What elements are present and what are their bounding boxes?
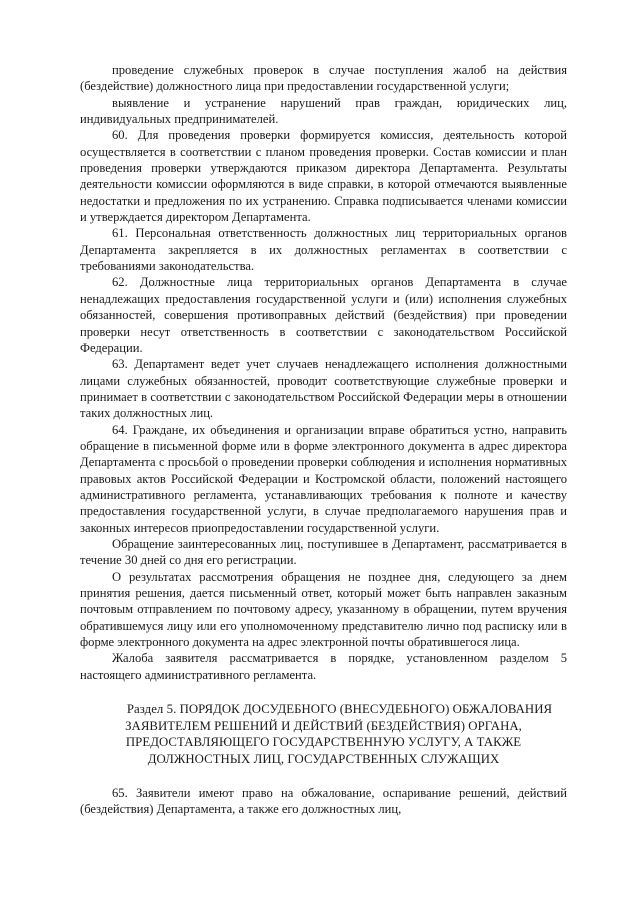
paragraph-60: 60. Для проведения проверки формируется комиссия, деятельность которой осуществляется в соответствии с планом проведения проверки. Состав комиссии и план проведения проверки утверждаются приказом директора Департамента. Результаты деятельности комиссии оформляются в виде справки, в которой отмечаются выявленные недостатки и предложения по их устранению. Справка подписывается членами комиссии и утверждается директором Департамента. — [80, 128, 567, 225]
paragraph-complaint: Жалоба заявителя рассматривается в порядке, установленном разделом 5 настоящего административного регламента. — [80, 651, 567, 682]
paragraph-64: 64. Граждане, их объединения и организации вправе обратиться устно, направить обращение в письменной форме или в форме электронного документа в адрес директора Департамента с просьбой о проведении проверки соблюдения и исполнения нормативных правовых актов Российской Федерации и Костромской области, положений настоящего административного регламента, устанавливающих требования к полноте и качеству предоставления государственной услуги, в случае предполагаемого нарушения прав и законных интересов приопредоставлении государственной услуги. — [80, 422, 567, 535]
paragraph-violations: выявление и устранение нарушений прав граждан, юридических лиц, индивидуальных предпринимателей. — [80, 95, 567, 127]
paragraph-appeal-term: Обращение заинтересованных лиц, поступившее в Департамент, рассматривается в течение 30 дней со дня его регистрации. — [80, 536, 567, 568]
document-body — [80, 62, 567, 818]
paragraph-62: 62. Должностные лица территориальных органов Департамента в случае ненадлежащих предоставления государственной услуги и (или) исполнения служебных обязанностей, совершения противоправных действий (бездействия) при проведении проверки несут ответственность в соответствии с законодательством Российской Федерации. — [80, 275, 567, 355]
section-heading: Раздел 5. ПОРЯДОК ДОСУДЕБНОГО (ВНЕСУДЕБНОГО) ОБЖАЛОВАНИЯ ЗАЯВИТЕЛЕМ РЕШЕНИЙ И ДЕЙСТВИЙ (БЕЗДЕЙСТВИЯ) ОРГАНА, ПРЕДОСТАВЛЯЮЩЕГО ГОСУДАРСТВЕННУЮ УСЛУГУ, А ТАКЖЕ ДОЛЖНОСТНЫХ ЛИЦ, ГОСУДАРСТВЕННЫХ СЛУЖАЩИХ — [125, 702, 553, 766]
paragraph-appeal-result: О результатах рассмотрения обращения не позднее дня, следующего за днем принятия решения, дается письменный ответ, который может быть направлен заказным почтовым отправлением по почтовому адресу, указанному в обращении, путем вручения обратившемуся лицу или его уполномоченному представителю лично под расписку или в форме электронного документа на адрес электронной почты обратившегося лица. — [80, 569, 567, 650]
paragraph-61: 61. Персональная ответственность должностных лиц территориальных органов Департамента закрепляется в их должностных регламентах в соответствии с требованиями законодательства. — [80, 226, 567, 274]
paragraph-63: 63. Департамент ведет учет случаев ненадлежащего исполнения должностными лицами служебных обязанностей, проводит соответствующие служебные проверки и принимает в соответствии с законодательством Российской Федерации меры в отношении таких должностных лиц. — [80, 357, 567, 421]
paragraph-65: 65. Заявители имеют право на обжалование, оспаривание решений, действий (бездействия) Департамента, а также его должностных лиц, — [80, 786, 567, 817]
paragraph-service-checks: проведение служебных проверок в случае поступления жалоб на действия (бездействие) должностного лица при предоставлении государственной услуги; — [80, 63, 567, 94]
